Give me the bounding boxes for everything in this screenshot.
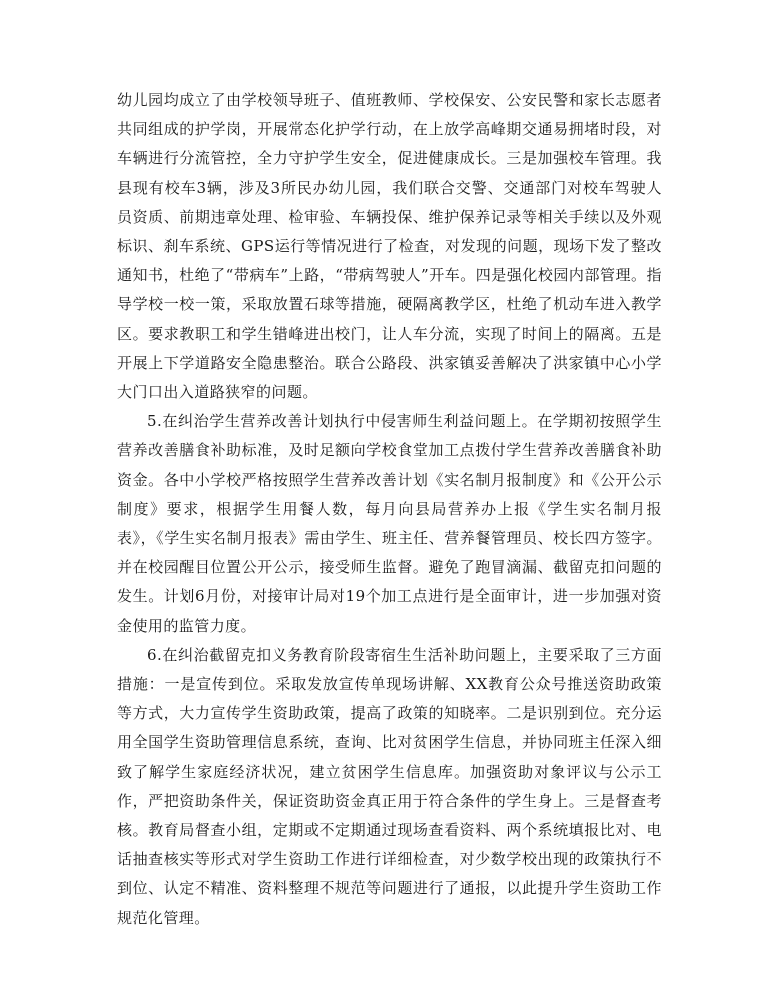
paragraph-item-6: 6.在纠治截留克扣义务教育阶段寄宿生生活补助问题上，主要采取了三方面措施：一是宣传到位。采取发放宣传单现场讲解、XX教育公众号推送资助政策等方式，大力宣传学生资助政策，提高了政策的知晓率。二是识别到位。充分运用全国学生资助管理信息系统，查询、比对贫困学生信息，并协同班主任深入细致了解学生家庭经济状况，建立贫困学生信息库。加强资助对象评议与公示工作，严把资助条件关，保证资助资金真正用于符合条件的学生身上。三是督查考核。教育局督查小组，定期或不定期通过现场查看资料、两个系统填报比对、电话抽查核实等形式对学生资助工作进行详细检查，对少数学校出现的政策执行不到位、认定不精准、资料整理不规范等问题进行了通报，以此提升学生资助工作规范化管理。 bbox=[117, 645, 662, 927]
document-body bbox=[117, 86, 662, 933]
paragraph-item-5: 5.在纠治学生营养改善计划执行中侵害师生利益问题上。在学期初按照学生营养改善膳食补助标准，及时足额向学校食堂加工点拨付学生营养改善膳食补助资金。各中小学校严格按照学生营养改善计划《实名制月报制度》和《公开公示制度》要求，根据学生用餐人数，每月向县局营养办上报《学生实名制月报表》，《学生实名制月报表》需由学生、班主任、营养餐管理员、校长四方签字。并在校园醒目位置公开公示，接受师生监督。避免了跑冒滴漏、截留克扣问题的发生。计划6月份，对接审计局对19个加工点进行是全面审计，进一步加强对资金使用的监管力度。 bbox=[117, 412, 662, 635]
paragraph-continued: 幼儿园均成立了由学校领导班子、值班教师、学校保安、公安民警和家长志愿者共同组成的护学岗，开展常态化护学行动，在上放学高峰期交通易拥堵时段，对车辆进行分流管控，全力守护学生安全，促进健康成长。三是加强校车管理。我县现有校车3辆，涉及3所民办幼儿园，我们联合交警、交通部门对校车驾驶人员资质、前期违章处理、检审验、车辆投保、维护保养记录等相关手续以及外观标识、刹车系统、GPS运行等情况进行了检查，对发现的问题，现场下发了整改通知书，杜绝了“带病车”上路，“带病驾驶人”开车。四是强化校园内部管理。指导学校一校一策，采取放置石球等措施，硬隔离教学区，杜绝了机动车进入教学区。要求教职工和学生错峰进出校门，让人车分流，实现了时间上的隔离。五是开展上下学道路安全隐患整治。联合公路段、洪家镇妥善解决了洪家镇中心小学大门口出入道路狭窄的问题。 bbox=[117, 91, 662, 402]
